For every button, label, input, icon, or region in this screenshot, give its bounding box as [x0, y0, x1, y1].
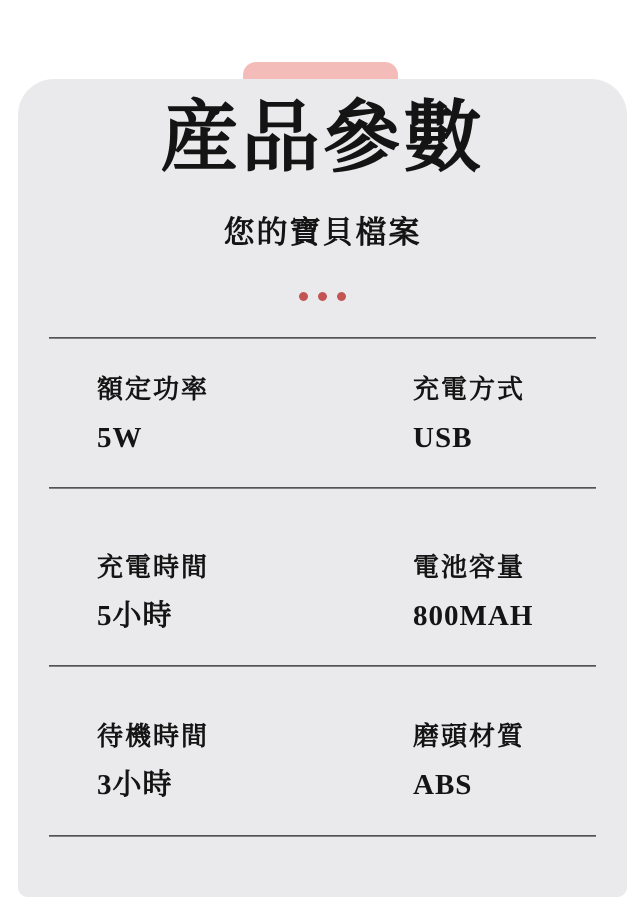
dot-icon: [299, 292, 308, 301]
spec-card: [18, 79, 627, 897]
spec-label: 充電方式: [413, 375, 526, 404]
spec-cell: [413, 375, 525, 454]
dots-decoration: [18, 292, 627, 301]
spec-label: 待機時間: [97, 722, 210, 751]
spec-value: USB: [413, 422, 473, 454]
divider: [49, 665, 596, 667]
spec-cell: [97, 375, 209, 454]
spec-label: 電池容量: [413, 553, 526, 582]
spec-label: 充電時間: [97, 553, 210, 582]
divider: [49, 487, 596, 489]
spec-label: 額定功率: [97, 375, 210, 404]
dot-icon: [318, 292, 327, 301]
divider: [49, 337, 596, 339]
dot-icon: [337, 292, 346, 301]
spec-label: 磨頭材質: [413, 722, 526, 751]
page-title: 産品參數: [160, 94, 485, 181]
page-subtitle: 您的寶貝檔案: [223, 215, 422, 250]
spec-cell: [413, 722, 525, 801]
spec-cell: [97, 722, 209, 801]
spec-value: 5小時: [97, 600, 173, 632]
spec-cell: [97, 553, 209, 632]
spec-value: 5W: [97, 422, 143, 454]
spec-cell: [413, 553, 533, 632]
spec-row: [18, 722, 627, 832]
spec-row: [18, 375, 627, 485]
spec-row: [18, 553, 627, 663]
spec-value: ABS: [413, 769, 473, 801]
divider: [49, 835, 596, 837]
spec-value: 800MAH: [413, 600, 534, 632]
spec-value: 3小時: [97, 769, 173, 801]
